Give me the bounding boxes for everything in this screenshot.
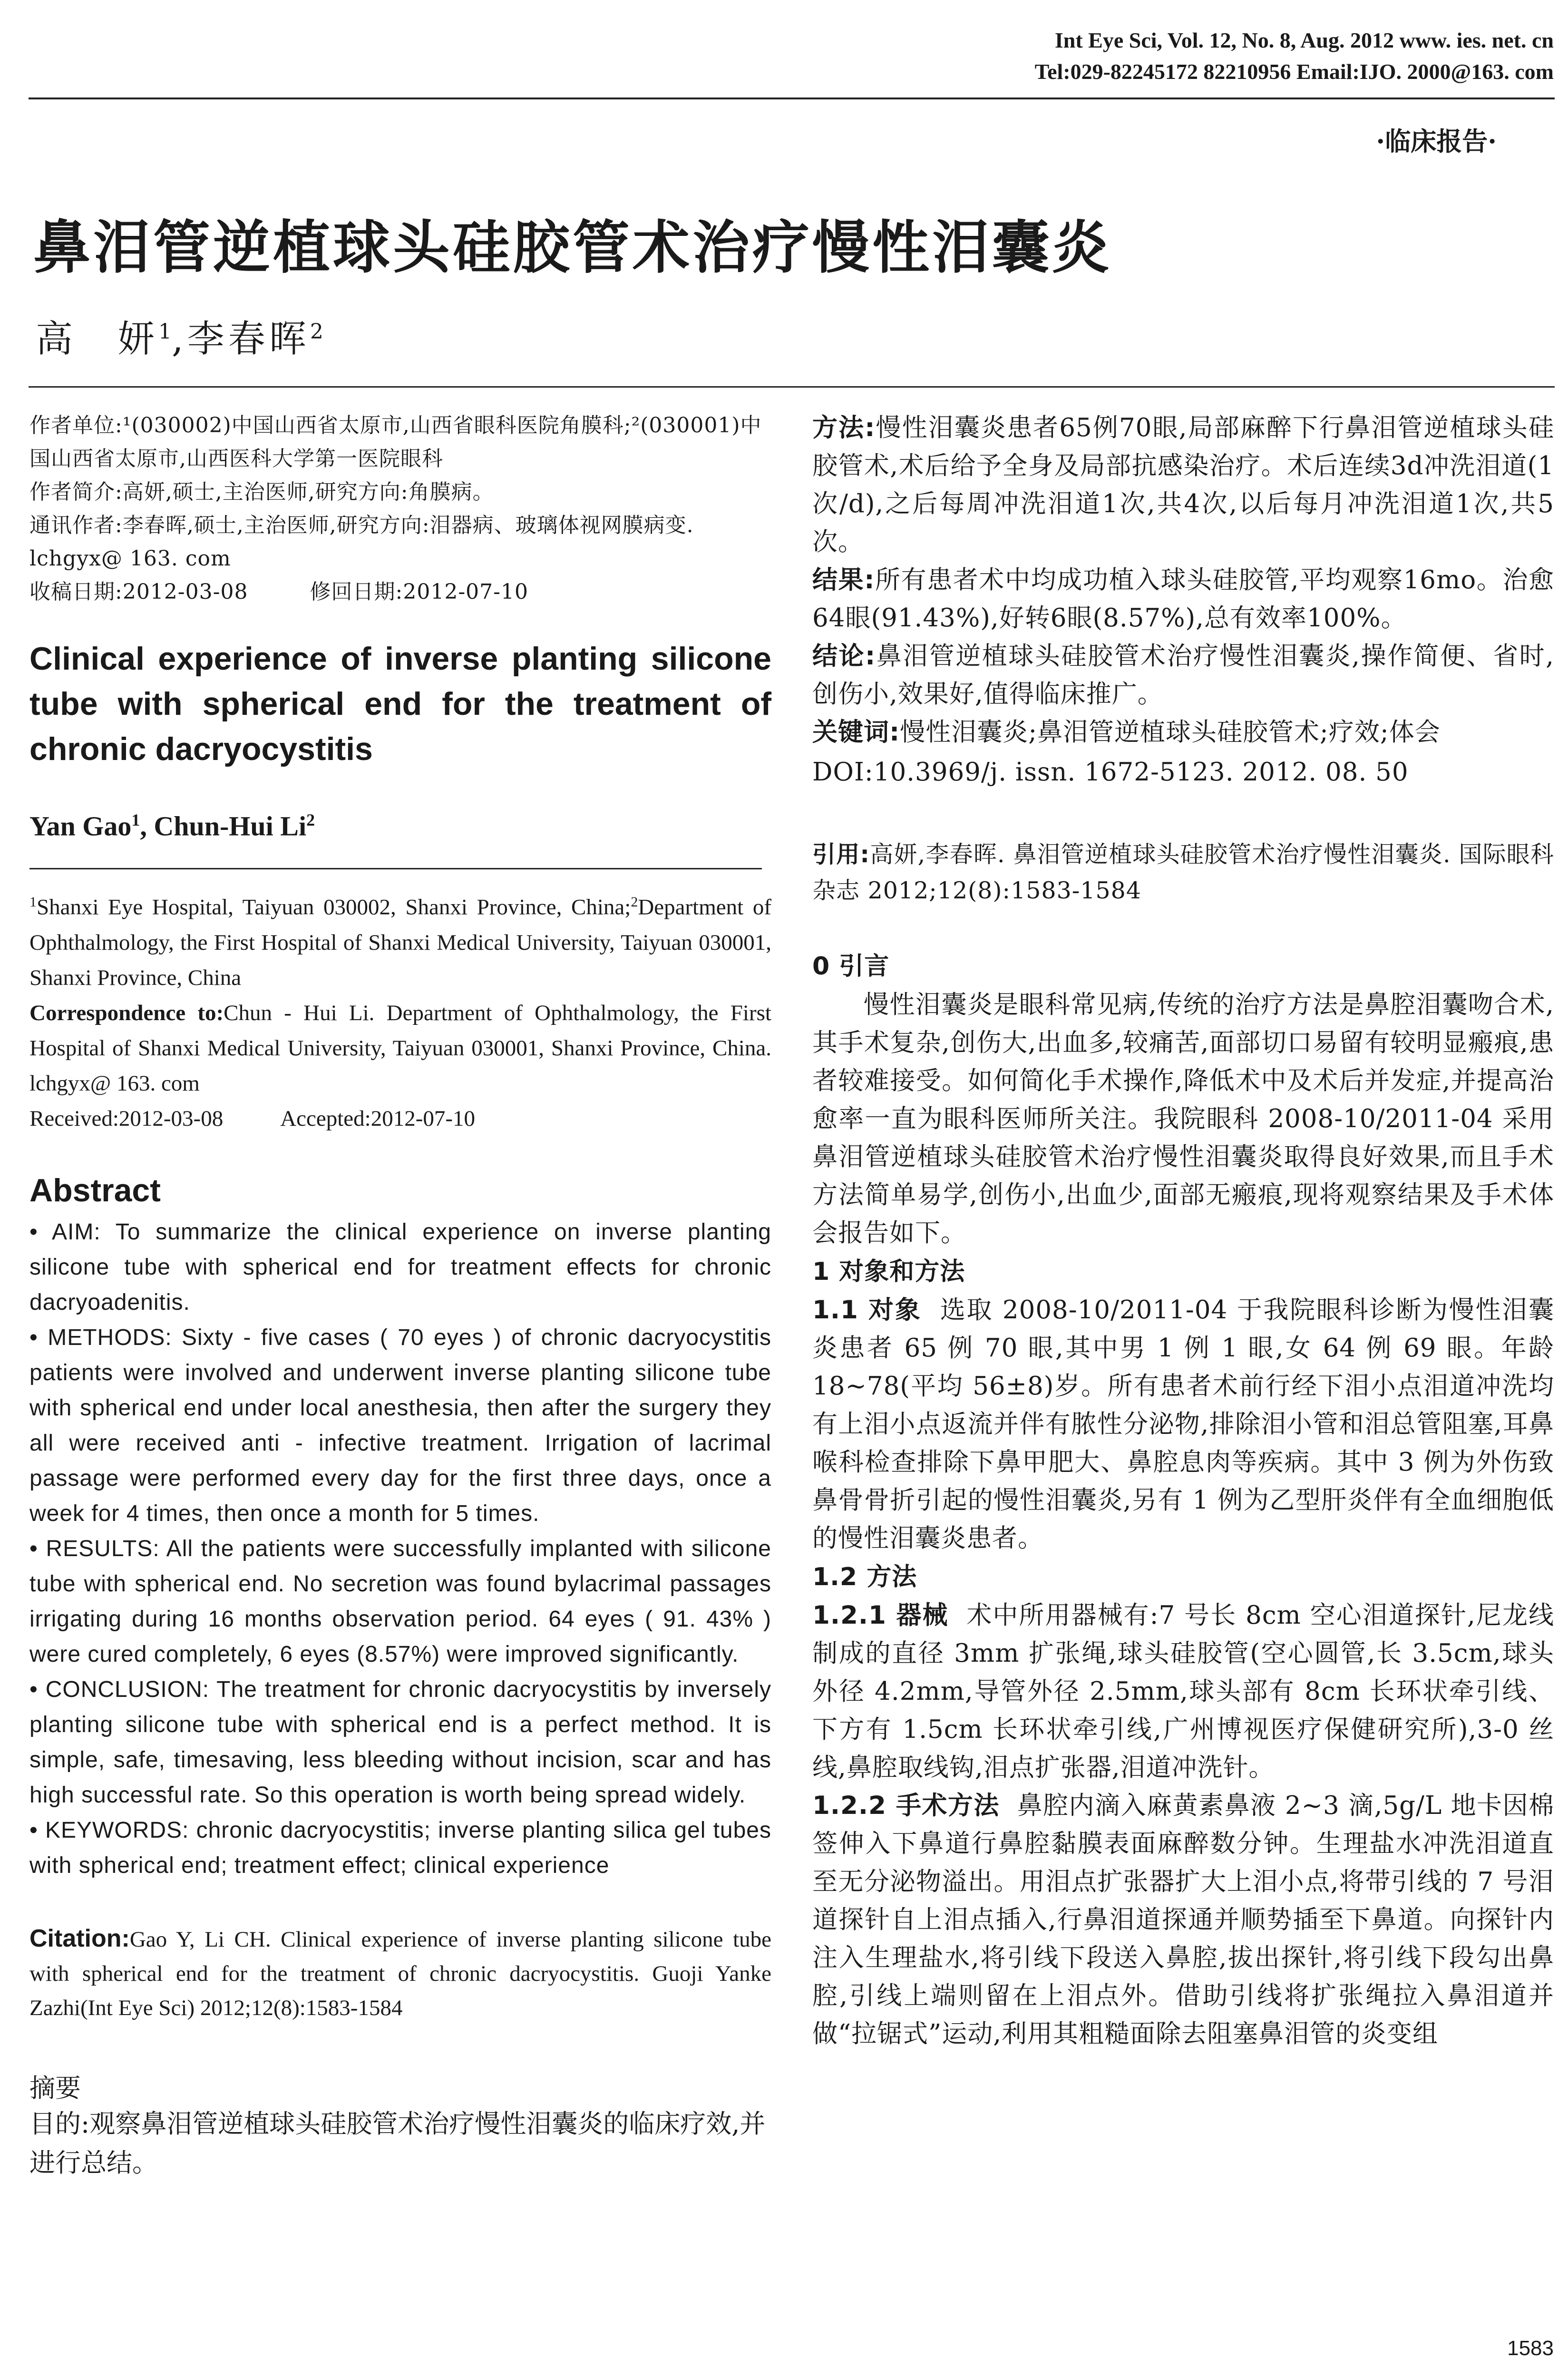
author-cn-2: ,李春晖 [172, 318, 310, 360]
subjects-paragraph [812, 1291, 1554, 1558]
procedure-paragraph [812, 1787, 1554, 2053]
citation-en-label: Citation: [29, 1924, 130, 1952]
abstract-cn-conclusion [812, 637, 1554, 713]
citation-en-text: Gao Y, Li CH. Clinical experience of inverse planting silicone tube with spherical end for the treatment of chronic dacryocystitis. Guoji Yanke Zazhi(Int Eye Sci) 2012;12(8):1583-1584 [29, 1927, 771, 2020]
correspondence-label: Correspondence to: [29, 1000, 224, 1025]
correspondence-text: Chun - Hui Li. Department of Ophthalmology, the First Hospital of Shanxi Medical University, Taiyuan 030001, Shanxi Province, China. lchgyx@ 163. com [29, 1000, 771, 1096]
affiliation-rule [29, 868, 762, 869]
procedure-text: 鼻腔内滴入麻黄素鼻液 2~3 滴,5g/L 地卡因棉签伸入下鼻道行鼻腔黏膜表面麻醉数分钟。生理盐水冲洗泪道直至无分泌物溢出。用泪点扩张器扩大上泪小点,将带引线的 7 号泪道探针自上泪点插入,行鼻泪道探通并顺势插至下鼻道。向探针内注入生理盐水,将引线下段送入鼻腔,拔出探针,将引线下段勾出鼻腔,引线上端则留在上泪点外。借助引线将扩张绳拉入鼻泪道并做“拉锯式”运动,利用其粗糙面除去阻塞鼻泪管的炎变组 [812, 1791, 1554, 2048]
abstract-cn-conclusion-label: 结论: [812, 642, 876, 671]
date-accepted-en: Accepted:2012-07-10 [280, 1106, 476, 1131]
citation-cn-text: 高妍,李春晖. 鼻泪管逆植球头硅胶管术治疗慢性泪囊炎. 国际眼科杂志 2012;12(8):1583-1584 [812, 841, 1554, 904]
instruments-paragraph [812, 1597, 1554, 1787]
author-cn-1: 高 妍 [36, 318, 159, 360]
abstract-keywords: • KEYWORDS: chronic dacryocystitis; inverse planting silica gel tubes with spherical end; treatment effect; clinical experience [29, 1817, 771, 1878]
affiliation-cn-units: 作者单位:¹(030002)中国山西省太原市,山西省眼科医院角膜科;²(030001)中国山西省太原市,山西医科大学第一医院眼科 [29, 413, 762, 471]
heading-procedure: 1.2.2 手术方法 [812, 1791, 1000, 1820]
abstract-results: • RESULTS: All the patients were successfully implanted with silicone tube with spherical end. No secretion was found bylacrimal passages irrigating during 16 months observation period. 64 eyes ( 91. 43% ) were cured completely, 6 eyes (8.57%) were improved significantly. [29, 1536, 771, 1667]
author-en-1: Yan Gao [29, 810, 132, 842]
abstract-cn-keywords [812, 713, 1554, 751]
doi: DOI:10.3969/j. issn. 1672-5123. 2012. 08. 50 [812, 758, 1409, 787]
title-rule [29, 386, 1555, 388]
author-cn-1-sup: 1 [158, 320, 172, 344]
affiliation-cn-author-bio: 作者简介:高妍,硕士,主治医师,研究方向:角膜病。 [29, 480, 494, 504]
correspondence-en [29, 995, 771, 1101]
abstract-conclusion: • CONCLUSION: The treatment for chronic dacryocystitis by inversely planting silicone tube with spherical end is a perfect method. It is simple, safe, timesaving, less bleeding without incision, scar and has high successful rate. So this operation is worth being spread widely. [29, 1676, 771, 1808]
affiliations-en [29, 885, 771, 1136]
dates-en [29, 1101, 771, 1136]
abstract-cn-keywords-label: 关键词: [812, 718, 900, 747]
heading-introduction: 0 引言 [812, 952, 890, 981]
abstract-cn-conclusion-text: 鼻泪管逆植球头硅胶管术治疗慢性泪囊炎,操作简便、省时,创伤小,效果好,值得临床推广。 [812, 642, 1554, 709]
left-column [29, 409, 771, 2182]
date-revised-cn: 修回日期:2012-07-10 [310, 580, 529, 604]
dates-cn [29, 575, 771, 609]
author-en-1-sup: 1 [131, 810, 140, 829]
author-en-2: Chun-Hui Li [154, 810, 307, 842]
abstract-cn-results [812, 561, 1554, 637]
affiliation-cn-correspondence: 通讯作者:李春晖,硕士,主治医师,研究方向:泪器病、玻璃体视网膜病变. lchgyx@ 163. com [29, 513, 694, 571]
authors-en [29, 810, 771, 842]
abstract-methods: • METHODS: Sixty - five cases ( 70 eyes ) of chronic dacryocystitis patients were involved and underwent inverse planting silicone tube with spherical end under local anesthesia, then after the surgery they all were received anti - infective treatment. Irrigation of lacrimal passage were performed every day for the first three days, once a week for 4 times, then once a month for 5 times. [29, 1325, 771, 1526]
abstract-aim: • AIM: To summarize the clinical experience on inverse planting silicone tube with spherical end for treatment effects for chronic dacryoadenitis. [29, 1219, 771, 1315]
heading-methods: 1.2 方法 [812, 1563, 917, 1591]
date-received-en: Received:2012-03-08 [29, 1106, 224, 1131]
affiliation-en-2: Department of Ophthalmology, the First Hospital of Shanxi Medical University, Taiyuan 030001, Shanxi Province, China [29, 895, 771, 990]
heading-subjects: 1.1 对象 [812, 1296, 922, 1325]
journal-header [698, 25, 1554, 88]
abstract-cn-aim-text: 观察鼻泪管逆植球头硅胶管术治疗慢性泪囊炎的临床疗效,并进行总结。 [29, 2108, 766, 2178]
author-en-sep: , [140, 810, 154, 842]
title-en: Clinical experience of inverse planting silicone tube with spherical end for the treatment of chronic dacryocystitis [29, 641, 771, 767]
heading-subjects-methods: 1 对象和方法 [812, 1257, 965, 1286]
abstract-cn-aim-label: 目的: [29, 2108, 90, 2139]
subjects-text: 选取 2008-10/2011-04 于我院眼科诊断为慢性泪囊炎患者 65 例 70 眼,其中男 1 例 1 眼,女 64 例 69 眼。年龄 18~78(平均 56±8)岁。所有患者术前行经下泪小点泪道冲洗均有上泪小点返流并伴有脓性分泌物,排除泪小管和泪总管阻塞,耳鼻喉科检查排除下鼻甲肥大、鼻腔息肉等疾病。其中 3 例为外伤致鼻骨骨折引起的慢性泪囊炎,另有 1 例为乙型肝炎伴有全血细胞低的慢性泪囊炎患者。 [812, 1296, 1555, 1553]
authors-cn [36, 309, 323, 362]
page-number: 1583 [1507, 2337, 1554, 2360]
abstract-cn-methods-label: 方法: [812, 413, 876, 442]
citation-cn-label: 引用: [812, 841, 870, 868]
journal-header-line1: Int Eye Sci, Vol. 12, No. 8, Aug. 2012 www. ies. net. cn [1054, 28, 1554, 52]
right-column [812, 409, 1554, 2053]
affiliation-en-sup-1: 1 [29, 894, 37, 910]
affiliations-cn [29, 409, 771, 609]
abstract-cn-heading: 摘要 [29, 2073, 81, 2103]
abstract-cn-keywords-text: 慢性泪囊炎;鼻泪管逆植球头硅胶管术;疗效;体会 [900, 718, 1441, 747]
section-tag: ·临床报告· [1376, 126, 1497, 156]
instruments-text: 术中所用器械有:7 号长 8cm 空心泪道探针,尼龙线制成的直径 3mm 扩张绳,球头硅胶管(空心圆管,长 3.5cm,球头外径 4.2mm,导管外径 2.5mm,球头部有 8cm 长环状牵引线、下方有 1.5cm 长环状牵引线,广州博视医疗保健研究所),3-0 丝线,鼻腔取线钩,泪点扩张器,泪道冲洗针。 [812, 1601, 1554, 1782]
abstract-cn-results-label: 结果: [812, 565, 875, 594]
affiliation-en-text [29, 885, 771, 995]
author-en-2-sup: 2 [306, 810, 315, 829]
abstract-cn-methods [812, 409, 1554, 561]
author-cn-2-sup: 2 [310, 320, 323, 344]
affiliation-en-sup-2: 2 [631, 894, 638, 910]
citation-cn [812, 837, 1554, 909]
header-rule [29, 97, 1555, 99]
abstract-heading: Abstract [29, 1172, 161, 1208]
abstract-cn-results-text: 所有患者术中均成功植入球头硅胶管,平均观察16mo。治愈64眼(91.43%),好转6眼(8.57%),总有效率100%。 [812, 565, 1554, 633]
affiliation-en-1: Shanxi Eye Hospital, Taiyuan 030002, Shanxi Province, China; [37, 895, 631, 920]
date-received-cn: 收稿日期:2012-03-08 [29, 580, 248, 604]
introduction-paragraph: 慢性泪囊炎是眼科常见病,传统的治疗方法是鼻腔泪囊吻合术,其手术复杂,创伤大,出血多,较痛苦,面部切口易留有较明显瘢痕,患者较难接受。如何简化手术操作,降低术中及术后并发症,并提高治愈率一直为眼科医师所关注。我院眼科 2008-10/2011-04 采用鼻泪管逆植球头硅胶管术治疗慢性泪囊炎取得良好效果,而且手术方法简单易学,创伤小,出血少,面部无瘢痕,现将观察结果及手术体会报告如下。 [812, 990, 1554, 1247]
abstract-cn-aim [29, 2104, 771, 2182]
journal-header-line2: Tel:029-82245172 82210956 Email:IJO. 2000@163. com [1034, 59, 1554, 84]
title-cn: 鼻泪管逆植球头硅胶管术治疗慢性泪囊炎 [33, 215, 1112, 281]
abstract-cn-methods-text: 慢性泪囊炎患者65例70眼,局部麻醉下行鼻泪管逆植球头硅胶管术,术后给予全身及局部抗感染治疗。术后连续3d冲洗泪道(1次/d),之后每周冲洗泪道1次,共4次,以后每月冲洗泪道1次,共5次。 [812, 413, 1554, 556]
heading-instruments: 1.2.1 器械 [812, 1601, 949, 1630]
citation-en [29, 1921, 771, 2025]
